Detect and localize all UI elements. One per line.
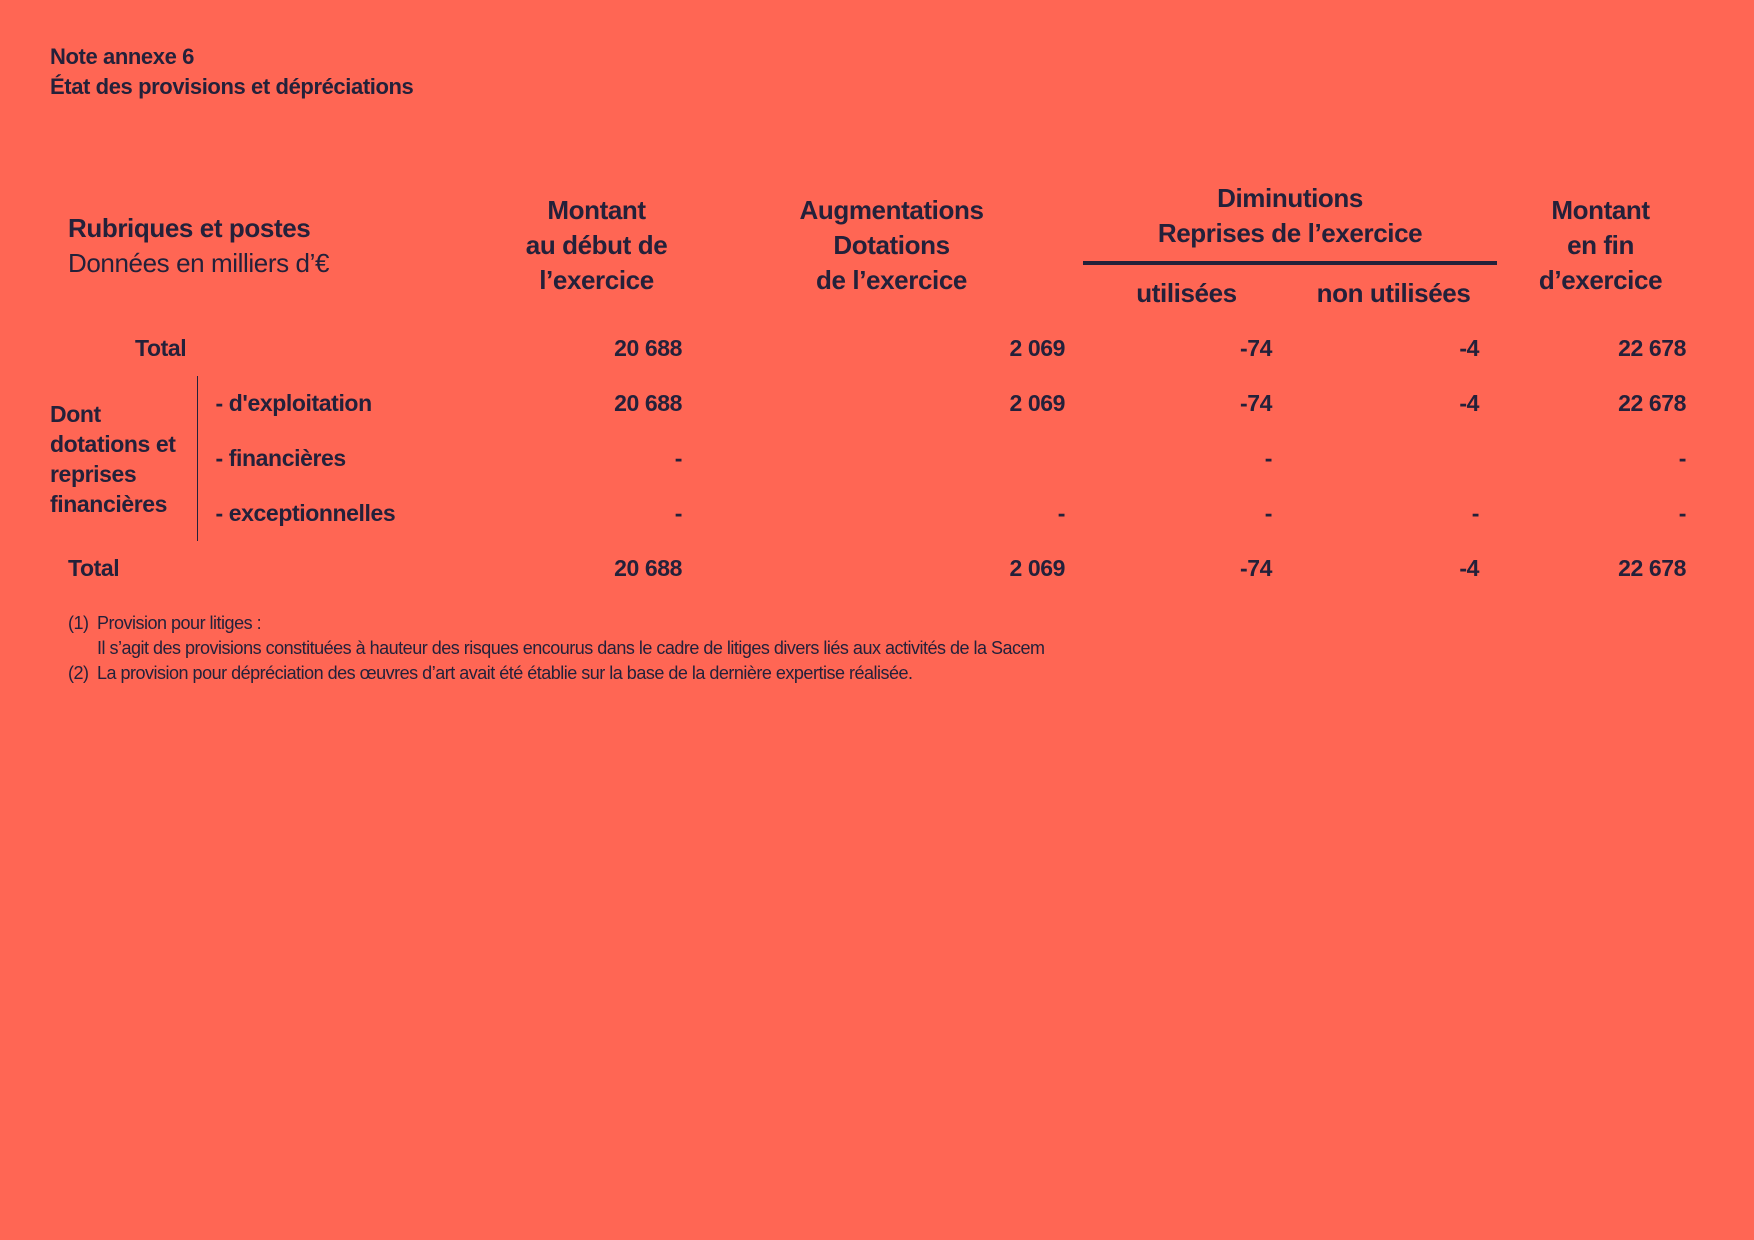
- total-bottom-unused: -4: [1459, 555, 1480, 581]
- row-label: - exceptionnelles: [215, 500, 396, 526]
- row-start: -: [674, 500, 683, 526]
- total-top-start: 20 688: [614, 335, 683, 361]
- row-used: -: [1264, 445, 1273, 471]
- header-decrease-line-1: Diminutions: [1217, 182, 1363, 213]
- row-end: -: [1678, 500, 1687, 526]
- header-start-line-2: au début de: [525, 230, 668, 260]
- footnote-marker: (1): [68, 613, 89, 633]
- header-increase-line-3: de l’exercice: [816, 265, 967, 295]
- header-end-line-1: Montant: [1551, 195, 1650, 225]
- header-rubrics: [50, 170, 493, 321]
- total-bottom-start: 20 688: [614, 555, 683, 581]
- header-row-1: [50, 170, 1704, 263]
- group-label-line-2: dotations et: [50, 430, 176, 457]
- group-label-line-3: reprises: [50, 460, 137, 487]
- row-used: -74: [1239, 390, 1273, 416]
- header-decrease-used: utilisées: [1136, 277, 1237, 308]
- header-decrease: [1083, 170, 1497, 263]
- row-unused: -: [1471, 500, 1480, 526]
- row-unused: -4: [1459, 390, 1480, 416]
- row-increase: 2 069: [1009, 390, 1066, 416]
- header-rubrics-title: Rubriques et postes: [68, 212, 311, 243]
- row-label: - d'exploitation: [215, 390, 372, 416]
- group-label-line-4: financières: [50, 490, 168, 517]
- footnotes: [68, 611, 1045, 686]
- header-end-line-2: en fin: [1567, 230, 1634, 260]
- row-increase: [700, 431, 1083, 486]
- header-start-line-1: Montant: [547, 195, 646, 225]
- header-start-line-3: l’exercice: [539, 265, 654, 295]
- row-label: - financières: [215, 445, 346, 471]
- total-top-used: -74: [1239, 335, 1273, 361]
- row-unused: [1290, 431, 1497, 486]
- group-label-line-1: Dont: [50, 400, 101, 427]
- header-increase-line-2: Dotations: [833, 230, 950, 260]
- total-bottom-increase: 2 069: [1009, 555, 1066, 581]
- total-row-top: [50, 321, 1704, 376]
- footnote-1-continuation: Il s’agit des provisions constituées à hauteur des risques encourus dans le cadre de litiges divers liés aux activités de la Sacem: [97, 638, 1045, 658]
- footnote-1: [68, 611, 1045, 636]
- table-row: [50, 376, 1704, 431]
- provisions-table: [50, 170, 1704, 596]
- header-end-line-3: d’exercice: [1538, 265, 1663, 295]
- total-top-end: 22 678: [1618, 335, 1687, 361]
- total-row-bottom: [50, 541, 1704, 596]
- row-end: 22 678: [1618, 390, 1687, 416]
- header-increase-line-1: Augmentations: [799, 195, 984, 225]
- header-decrease-line-2: Reprises de l’exercice: [1157, 217, 1423, 248]
- row-start: -: [674, 445, 683, 471]
- total-bottom-used: -74: [1239, 555, 1273, 581]
- row-end: -: [1678, 445, 1687, 471]
- table-row: [50, 486, 1704, 541]
- total-bottom-label: Total: [68, 555, 120, 581]
- footnote-marker: (2): [68, 663, 89, 683]
- header-rubrics-unit: Données en milliers d’€: [68, 247, 330, 278]
- total-top-increase: 2 069: [1009, 335, 1066, 361]
- total-bottom-end: 22 678: [1618, 555, 1687, 581]
- header-increase: [700, 170, 1083, 321]
- row-used: -: [1264, 500, 1273, 526]
- header-end-amount: [1497, 170, 1704, 321]
- row-start: 20 688: [614, 390, 683, 416]
- table-row: [50, 431, 1704, 486]
- note-subtitle: État des provisions et dépréciations: [50, 74, 414, 99]
- total-top-label: Total: [135, 335, 187, 361]
- row-increase: -: [1057, 500, 1066, 526]
- note-title: Note annexe 6: [50, 44, 194, 69]
- footnote-text: La provision pour dépréciation des œuvres d’art avait été établie sur la base de la dernière expertise réalisée.: [97, 663, 913, 683]
- footnote-text: Provision pour litiges :: [97, 613, 262, 633]
- total-top-unused: -4: [1459, 335, 1480, 361]
- footnote-2: [68, 661, 1045, 686]
- header-start-amount: [493, 170, 700, 321]
- header-decrease-unused: non utilisées: [1316, 277, 1471, 308]
- group-label: [50, 376, 197, 541]
